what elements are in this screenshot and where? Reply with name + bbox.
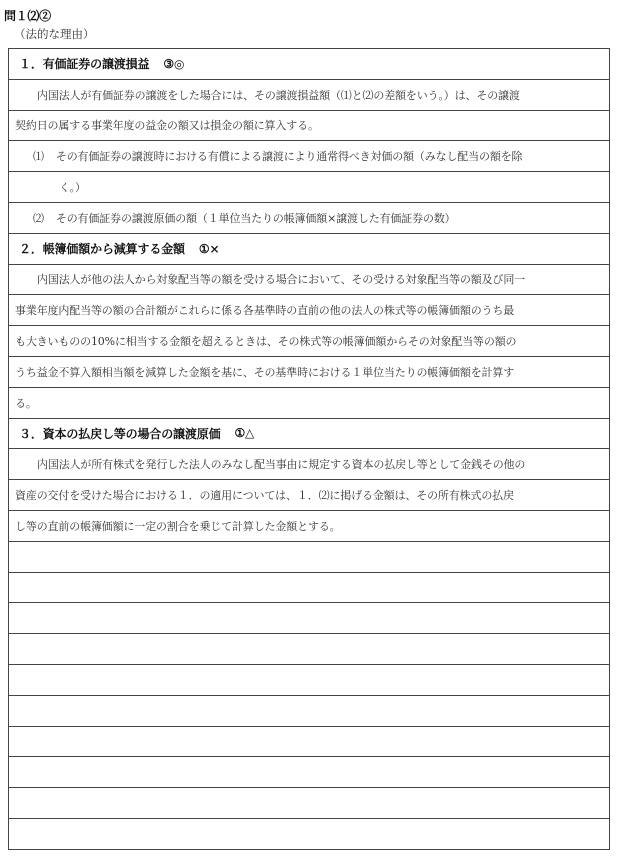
blank-answer-line [9, 727, 609, 758]
line-text: る。 [15, 396, 37, 410]
item-text: その有価証券の譲渡時における有償による譲渡により通常得べき対価の額（みなし配当の額を除 [55, 150, 523, 164]
question-number: 問１⑵② [4, 9, 51, 23]
blank-answer-line [9, 542, 609, 573]
blank-answer-line [9, 788, 609, 819]
answer-line [9, 111, 609, 142]
answer-line [9, 449, 609, 480]
line-text: 契約日の属する事業年度の益金の額又は損金の額に算入する。 [15, 119, 319, 133]
answer-subtitle: （法的な理由） [14, 27, 95, 41]
item-number: ⑵ [33, 211, 44, 225]
blank-answer-line [9, 665, 609, 696]
line-text: も大きいものの10%に相当する金額を超えるときは、その株式等の帳簿価額からその対象配当等の額の [15, 335, 517, 349]
blank-answer-line [9, 696, 609, 727]
grading-mark: ①△ [234, 426, 255, 441]
blank-answer-line [9, 757, 609, 788]
answer-line [9, 388, 609, 419]
answer-line [9, 80, 609, 111]
answer-sheet [8, 48, 610, 850]
line-text: 内国法人が有価証券の譲渡をした場合には、その譲渡損益額（⑴と⑵の差額をいう。）は、その譲渡 [37, 88, 520, 102]
answer-line [9, 480, 609, 511]
line-text: く。） [59, 181, 86, 195]
line-text: し等の直前の帳簿価額に一定の割合を乗じて計算した金額とする。 [15, 519, 341, 533]
answer-line [9, 326, 609, 357]
answer-line [9, 141, 609, 172]
section-heading-text: １．有価証券の譲渡損益 [19, 57, 150, 72]
blank-answer-line [9, 819, 609, 850]
line-text: 内国法人が他の法人から対象配当等の額を受ける場合において、その受ける対象配当等の額及び同一 [37, 273, 526, 287]
answer-line [9, 357, 609, 388]
answer-line [9, 511, 609, 542]
section-heading [9, 419, 609, 450]
grading-mark: ①× [198, 241, 220, 256]
line-text: 資産の交付を受けた場合における１．の適用については、１．⑵に掲げる金額は、その所有株式の払戻 [15, 489, 514, 503]
line-text: 内国法人が所有株式を発行した法人のみなし配当事由に規定する資本の払戻し等として金銭その他の [37, 458, 526, 472]
line-text: うち益金不算入額相当額を減算した金額を基に、その基準時における１単位当たりの帳簿価額を計算す [15, 365, 515, 379]
section-heading-text: ２．帳簿価額から減算する金額 [19, 242, 185, 257]
blank-answer-line [9, 573, 609, 604]
answer-line [9, 172, 609, 203]
section-heading-text: ３．資本の払戻し等の場合の譲渡原価 [19, 426, 221, 441]
answer-line [9, 295, 609, 326]
section-heading [9, 49, 609, 80]
line-text: 事業年度内配当等の額の合計額がこれらに係る各基準時の直前の他の法人の株式等の帳簿価額のうち最 [15, 304, 515, 318]
item-number: ⑴ [33, 150, 44, 164]
item-text: その有価証券の譲渡原価の額（１単位当たりの帳簿価額×譲渡した有価証券の数） [55, 211, 456, 225]
section-heading [9, 234, 609, 265]
answer-line [9, 265, 609, 296]
answer-line [9, 203, 609, 234]
blank-answer-line [9, 603, 609, 634]
blank-answer-line [9, 634, 609, 665]
grading-mark: ③◎ [163, 56, 185, 71]
